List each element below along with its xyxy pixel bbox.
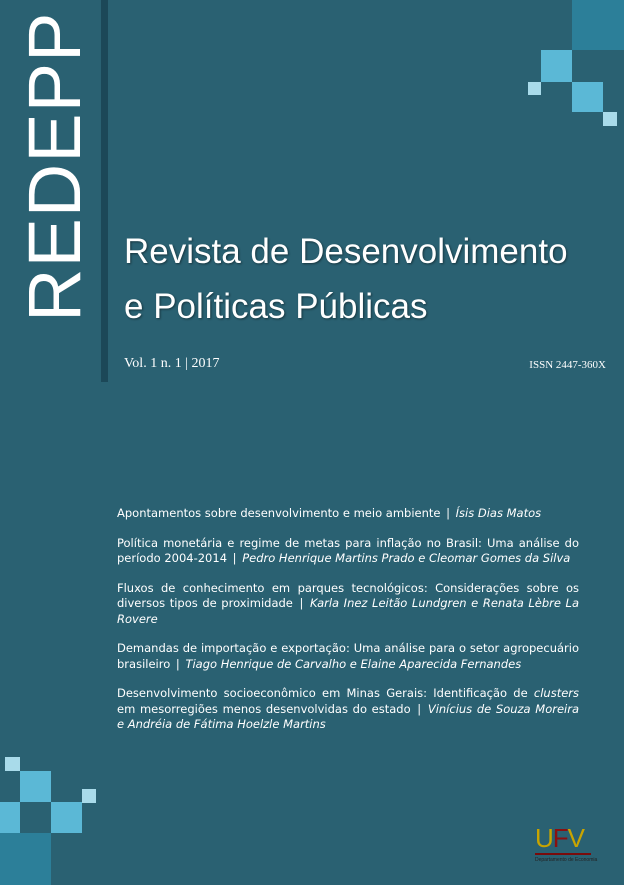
article-authors: Pedro Henrique Martins Prado e Cleomar Gomes da Silva	[242, 551, 571, 565]
article-item[interactable]	[117, 581, 579, 628]
volume-info: Vol. 1 n. 1 | 2017	[124, 356, 220, 371]
ufv-logo-mark	[535, 825, 595, 852]
article-item[interactable]	[117, 686, 579, 733]
logo-letter-v: V	[567, 823, 585, 853]
article-item[interactable]	[117, 536, 579, 567]
article-title: Demandas de importação e exportação: Uma análise para o setor agropecuário brasileiro	[117, 641, 579, 671]
article-authors: Vinícius de Souza Moreira e Andréia de Fátima Hoelzle Martins	[117, 701, 579, 731]
issn: ISSN 2447-360X	[529, 359, 606, 371]
article-list	[117, 506, 579, 747]
article-item[interactable]	[117, 506, 579, 522]
ufv-logo	[535, 823, 598, 867]
article-authors: Tiago Henrique de Carvalho e Elaine Aparecida Fernandes	[185, 656, 522, 671]
decor-square-top-1	[541, 50, 572, 82]
decor-square-top-2	[572, 82, 603, 112]
journal-acronym: REDEPP	[13, 11, 96, 322]
article-authors: Karla Inez Leitão Lundgren e Renata Lèbre La Rovere	[117, 596, 580, 626]
article-title-start: Desenvolvimento socioeconômico em Minas Gerais: Identificação de	[117, 686, 528, 700]
decor-square-bottom-4	[51, 802, 82, 833]
logo-subtitle: Departamento de Economia	[535, 857, 598, 863]
logo-letter-u: U	[535, 823, 553, 853]
article-separator: |	[417, 701, 422, 716]
journal-title-line-2: e Políticas Públicas	[124, 287, 428, 326]
article-separator: |	[299, 596, 304, 610]
decor-square-top-4	[603, 112, 617, 126]
article-title: Fluxos de conhecimento em parques tecnológicos: Considerações sobre os diversos tipos de proximidade	[117, 580, 579, 610]
article-separator: |	[446, 506, 450, 520]
decor-square-top-dark	[572, 0, 624, 50]
decor-square-bottom-3	[82, 789, 96, 803]
article-title-emphasis: clusters	[533, 686, 580, 700]
article-item[interactable]	[117, 641, 579, 672]
article-authors: Ísis Dias Matos	[455, 506, 542, 520]
journal-title	[124, 224, 568, 334]
decor-square-bottom-dark	[0, 833, 51, 885]
decor-square-top-3	[528, 82, 541, 95]
decor-square-bottom-1	[5, 757, 20, 771]
decor-square-bottom-5	[0, 802, 20, 833]
article-separator: |	[175, 656, 180, 671]
article-title-end: em mesorregiões menos desenvolvidas do estado	[117, 701, 411, 716]
article-separator: |	[232, 551, 237, 565]
vertical-divider-bar	[101, 0, 108, 382]
logo-letter-f: F	[552, 823, 568, 853]
article-title: Apontamentos sobre desenvolvimento e meio ambiente	[117, 506, 441, 520]
journal-title-line-1: Revista de Desenvolvimento	[124, 232, 568, 271]
decor-square-bottom-2	[20, 771, 51, 802]
logo-underline	[535, 853, 591, 855]
article-title: Política monetária e regime de metas para inflação no Brasil: Uma análise do período 2004-2014	[117, 535, 579, 565]
